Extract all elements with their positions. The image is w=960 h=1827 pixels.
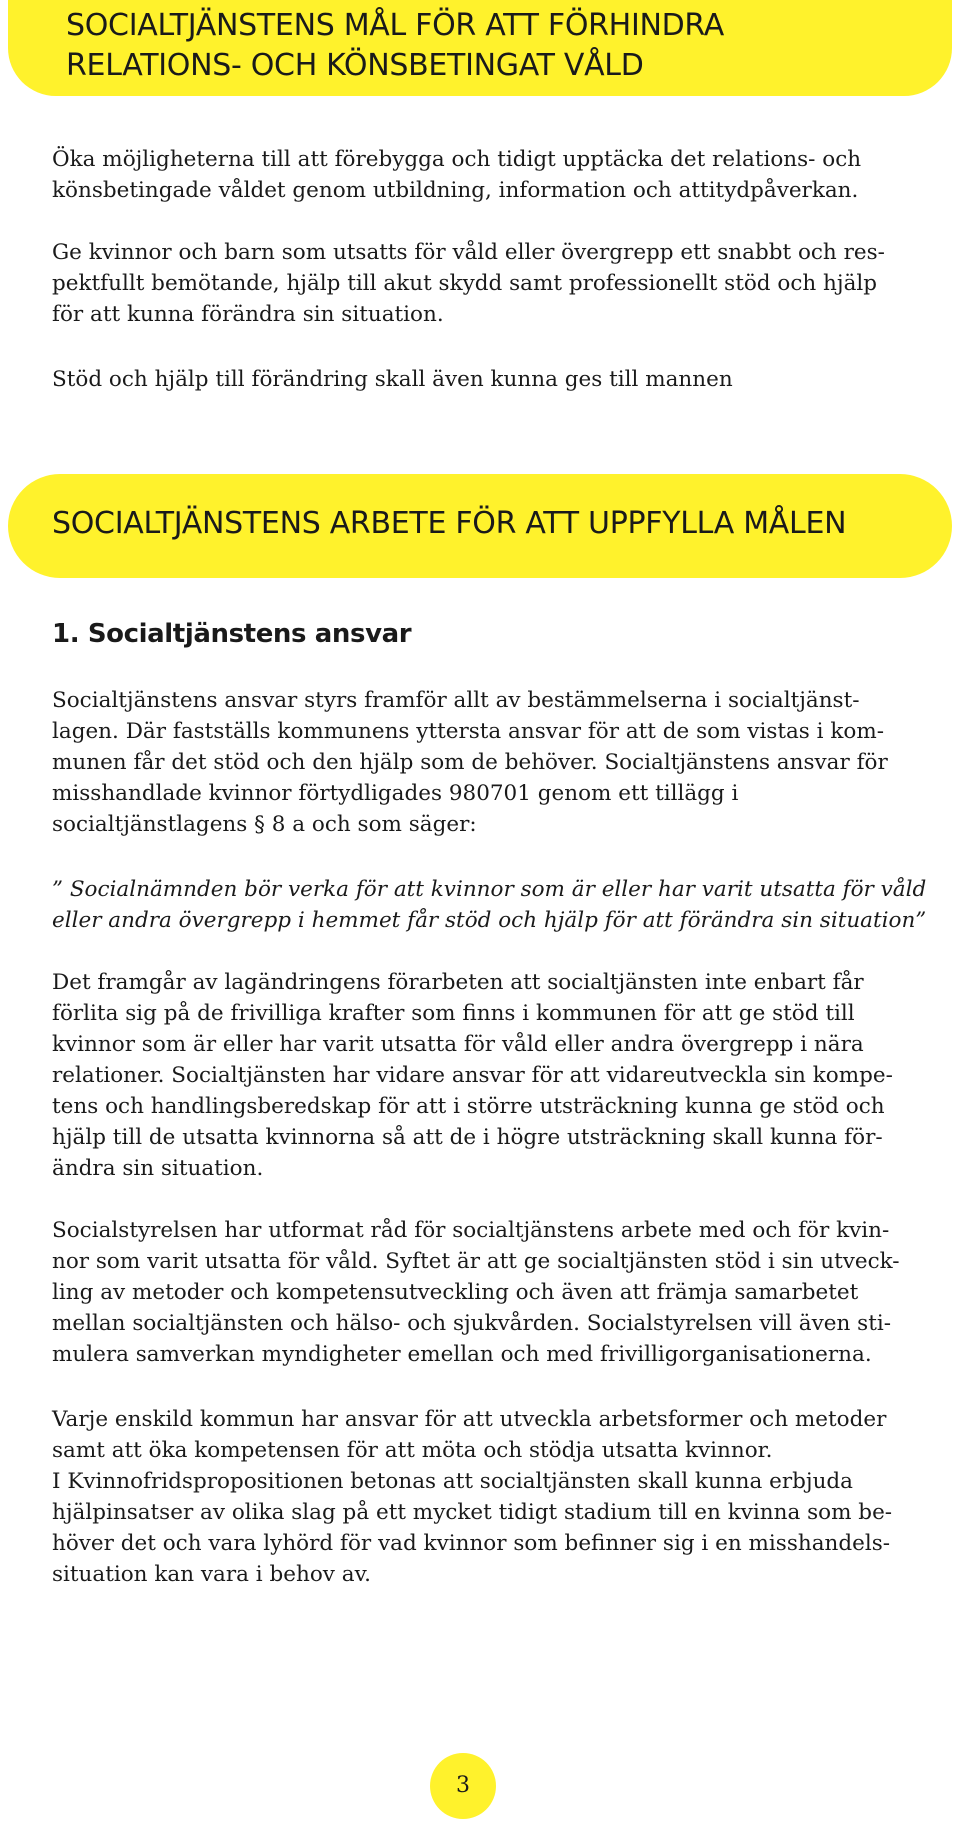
text-line: relationer. Socialtjänsten har vidare ansvar för att vidareutveckla sin kompe- xyxy=(52,1063,893,1088)
goals-paragraph-3 xyxy=(52,364,922,395)
text-line: könsbetingade våldet genom utbildning, information och attitydpåverkan. xyxy=(52,178,859,203)
text-line: hjälp till de utsatta kvinnorna så att de i högre utsträckning skall kunna för- xyxy=(52,1125,883,1150)
section-paragraph-2 xyxy=(52,967,922,1184)
goals-banner-title-line: RELATIONS- OCH KÖNSBETINGAT VÅLD xyxy=(66,48,644,83)
text-line: pektfullt bemötande, hjälp till akut skydd samt professionellt stöd och hjälp xyxy=(52,271,878,296)
quote-line: ” Socialnämnden bör verka för att kvinnor som är eller har varit utsatta för våld xyxy=(52,877,927,902)
text-line: misshandlade kvinnor förtydligades 980701 genom ett tillägg i xyxy=(52,781,739,806)
text-line: mellan socialtjänsten och hälso- och sjukvården. Socialstyrelsen vill även sti- xyxy=(52,1311,891,1336)
text-line: situation kan vara i behov av. xyxy=(52,1562,371,1587)
section-heading: 1. Socialtjänstens ansvar xyxy=(52,619,412,649)
text-line: socialtjänstlagens § 8 a och som säger: xyxy=(52,812,477,837)
text-line: tens och handlingsberedskap för att i större utsträckning kunna ge stöd och xyxy=(52,1094,885,1119)
text-line: nor som varit utsatta för våld. Syftet är att ge socialtjänsten stöd i sin utveck- xyxy=(52,1249,900,1274)
text-line: kvinnor som är eller har varit utsatta för våld eller andra övergrepp i nära xyxy=(52,1032,864,1057)
text-line: I Kvinnofridspropositionen betonas att socialtjänsten skall kunna erbjuda xyxy=(52,1469,853,1494)
text-line: lagen. Där fastställs kommunens yttersta ansvar för att de som vistas i kom- xyxy=(52,719,885,744)
text-line: Varje enskild kommun har ansvar för att utveckla arbetsformer och metoder xyxy=(52,1407,887,1432)
goals-banner-title-line: SOCIALTJÄNSTENS MÅL FÖR ATT FÖRHINDRA xyxy=(66,8,724,43)
text-line: förlita sig på de frivilliga krafter som finns i kommunen för att ge stöd till xyxy=(52,1001,855,1026)
text-line: höver det och vara lyhörd för vad kvinnor som befinner sig i en misshandels- xyxy=(52,1531,891,1556)
section-paragraph-1 xyxy=(52,685,922,840)
work-banner xyxy=(8,474,952,578)
text-line: Socialstyrelsen har utformat råd för socialtjänstens arbete med och för kvin- xyxy=(52,1218,890,1243)
text-line: munen får det stöd och den hjälp som de behöver. Socialtjänstens ansvar för xyxy=(52,750,888,775)
section-paragraph-3 xyxy=(52,1215,922,1370)
text-line: Socialtjänstens ansvar styrs framför allt av bestämmelserna i socialtjänst- xyxy=(52,688,860,713)
text-line: för att kunna förändra sin situation. xyxy=(52,302,444,327)
text-line: Stöd och hjälp till förändring skall även kunna ges till mannen xyxy=(52,367,733,392)
text-line: Ge kvinnor och barn som utsatts för våld eller övergrepp ett snabbt och res- xyxy=(52,240,885,265)
text-line: ändra sin situation. xyxy=(52,1156,264,1181)
text-line: Det framgår av lagändringens förarbeten att socialtjänsten inte enbart får xyxy=(52,970,864,995)
page-number: 3 xyxy=(430,1753,496,1819)
section-paragraph-4 xyxy=(52,1404,922,1590)
goals-banner xyxy=(8,0,952,96)
text-line: hjälpinsatser av olika slag på ett mycket tidigt stadium till en kvinna som be- xyxy=(52,1500,893,1525)
text-line: ling av metoder och kompetensutveckling och även att främja samarbetet xyxy=(52,1280,859,1305)
work-banner-title: SOCIALTJÄNSTENS ARBETE FÖR ATT UPPFYLLA MÅLEN xyxy=(52,506,847,541)
text-line: mulera samverkan myndigheter emellan och med frivilligorganisationerna. xyxy=(52,1342,872,1367)
goals-banner-title xyxy=(66,6,952,86)
goals-paragraph-2 xyxy=(52,237,922,330)
law-quote xyxy=(52,874,927,936)
text-line: Öka möjligheterna till att förebygga och tidigt upptäcka det relations- och xyxy=(52,147,862,172)
goals-paragraph-1 xyxy=(52,144,922,206)
quote-line: eller andra övergrepp i hemmet får stöd och hjälp för att förändra sin situation” xyxy=(52,908,927,933)
text-line: samt att öka kompetensen för att möta och stödja utsatta kvinnor. xyxy=(52,1438,773,1463)
